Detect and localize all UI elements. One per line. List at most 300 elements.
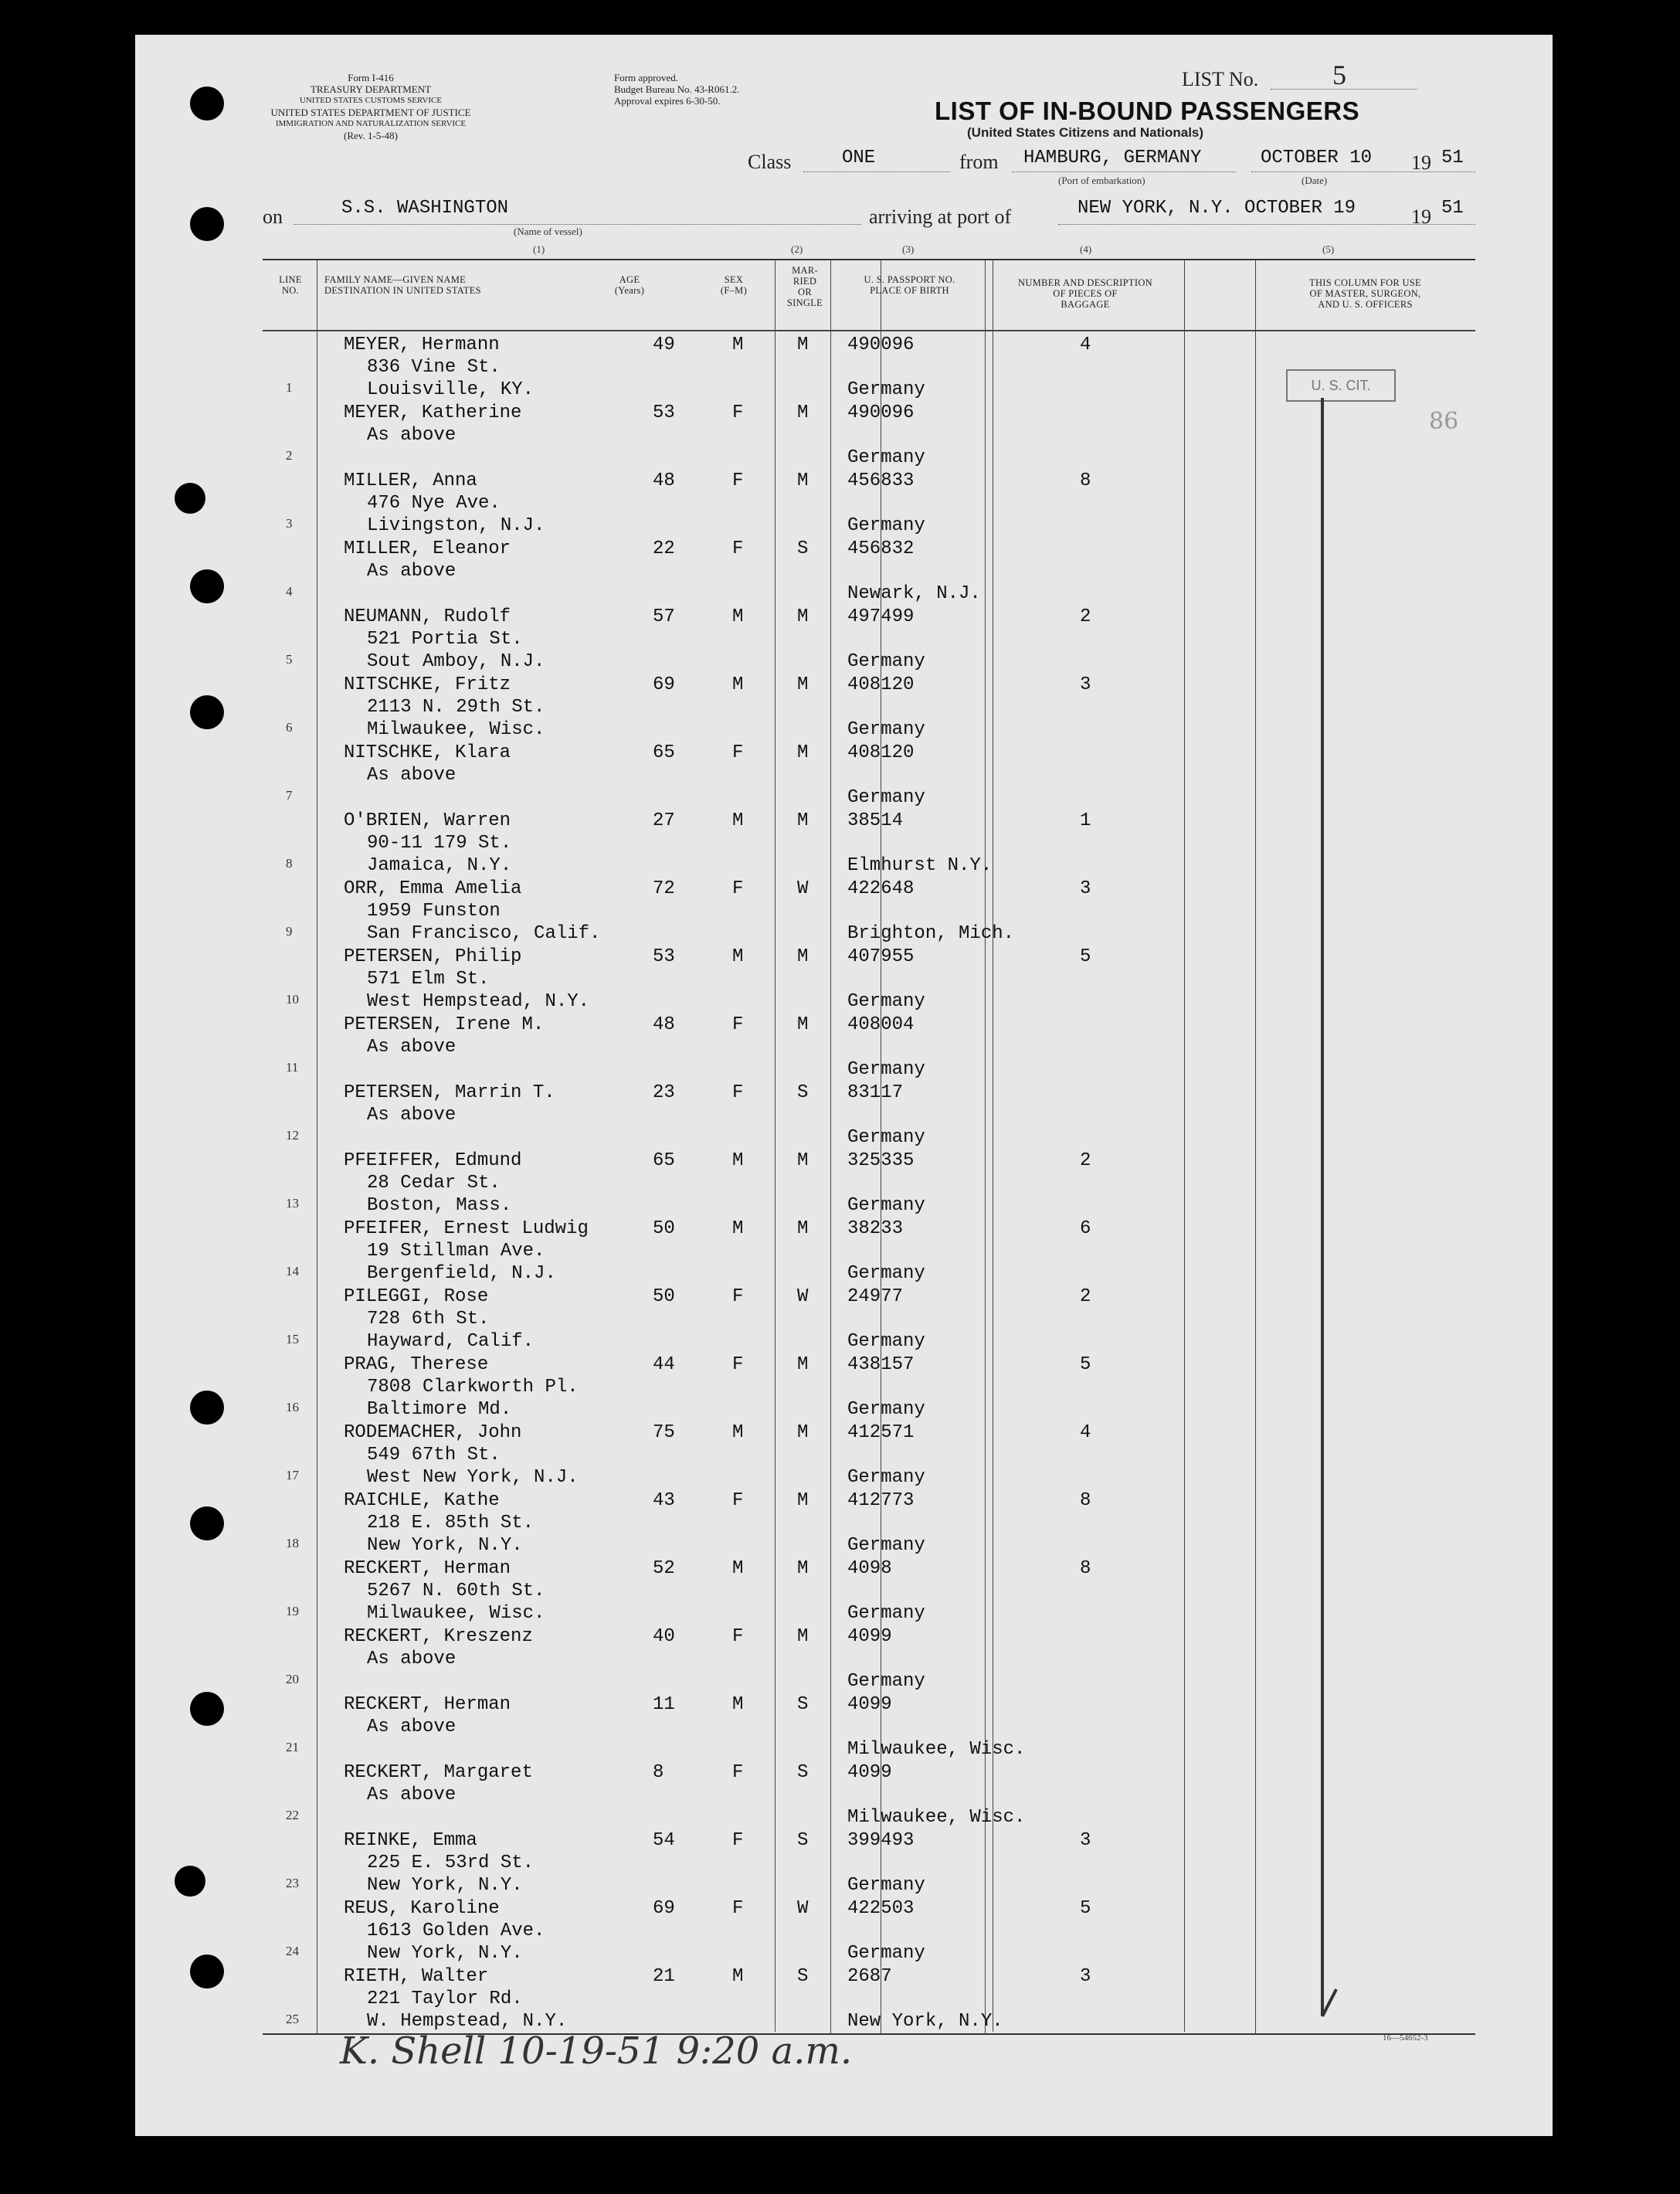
address-line-1: 1959 Funston bbox=[367, 901, 501, 922]
address-line-2: West Hempstead, N.Y. bbox=[367, 991, 590, 1012]
marital-status: S bbox=[797, 1762, 809, 1783]
marital-status: M bbox=[797, 606, 809, 627]
line-number: 1 bbox=[286, 380, 293, 395]
passport-number: 4099 bbox=[847, 1694, 892, 1715]
address-line-1: As above bbox=[367, 765, 456, 786]
sex: F bbox=[732, 1014, 744, 1035]
passport-number: 456832 bbox=[847, 538, 915, 559]
sex: M bbox=[732, 1694, 744, 1715]
marital-status: W bbox=[797, 1286, 809, 1307]
passport-number: 2687 bbox=[847, 1966, 892, 1987]
sex: M bbox=[732, 810, 744, 831]
sex: F bbox=[732, 1830, 744, 1851]
baggage-count: 1 bbox=[1080, 810, 1091, 831]
punch-hole bbox=[190, 207, 224, 241]
address-line-2: West New York, N.J. bbox=[367, 1467, 579, 1488]
place-of-birth: Germany bbox=[847, 1603, 925, 1624]
place-of-birth: Germany bbox=[847, 1943, 925, 1964]
passenger-name: MEYER, Hermann bbox=[344, 335, 500, 355]
treasury-dept: TREASURY DEPARTMENT bbox=[310, 83, 432, 95]
sex: F bbox=[732, 878, 744, 899]
passenger-name: MILLER, Anna bbox=[344, 470, 477, 491]
table-row bbox=[263, 1285, 1475, 1353]
form-number: Form I-416 bbox=[348, 72, 394, 83]
line-number: 14 bbox=[286, 1264, 299, 1279]
marital-status: M bbox=[797, 335, 809, 355]
table-row bbox=[263, 810, 1475, 878]
line-number: 24 bbox=[286, 1944, 299, 1958]
sex: F bbox=[732, 1898, 744, 1919]
marital-status: S bbox=[797, 1966, 809, 1987]
sex: F bbox=[732, 402, 744, 423]
table-row bbox=[263, 1218, 1475, 1285]
address-line-1: 571 Elm St. bbox=[367, 969, 490, 990]
sex: F bbox=[732, 1354, 744, 1375]
punch-hole bbox=[190, 87, 224, 121]
line-number: 4 bbox=[286, 584, 293, 599]
line-number: 15 bbox=[286, 1332, 299, 1347]
from-value: HAMBURG, GERMANY bbox=[1023, 148, 1202, 168]
place-of-birth: Germany bbox=[847, 515, 925, 536]
address-line-2: Jamaica, N.Y. bbox=[367, 855, 512, 876]
place-of-birth: Newark, N.J. bbox=[847, 583, 981, 604]
baggage-count: 5 bbox=[1080, 1898, 1091, 1919]
age: 40 bbox=[653, 1626, 675, 1647]
address-line-1: 7808 Clarkworth Pl. bbox=[367, 1377, 579, 1398]
customs-service: UNITED STATES CUSTOMS SERVICE bbox=[299, 96, 443, 105]
age: 8 bbox=[653, 1762, 664, 1783]
age: 65 bbox=[653, 742, 675, 763]
col-num-4: (4) bbox=[1080, 243, 1092, 255]
line-number: 2 bbox=[286, 448, 293, 463]
table-row bbox=[263, 878, 1475, 946]
punch-hole bbox=[190, 1692, 224, 1726]
passenger-name: NITSCHKE, Fritz bbox=[344, 674, 511, 695]
passport-number: 407955 bbox=[847, 946, 915, 967]
header-officers: THIS COLUMN FOR USE OF MASTER, SURGEON, AND U. S. OFFICERS bbox=[1309, 277, 1421, 310]
baggage-count: 2 bbox=[1080, 1150, 1091, 1171]
class-label: Class bbox=[748, 151, 792, 173]
age: 27 bbox=[653, 810, 675, 831]
arriving-label: arriving at port of bbox=[869, 205, 1012, 228]
line-number: 21 bbox=[286, 1740, 299, 1754]
page-subtitle: (United States Citizens and Nationals) bbox=[967, 125, 1204, 140]
table-row bbox=[263, 1150, 1475, 1218]
passport-number: 4098 bbox=[847, 1558, 892, 1579]
age: 65 bbox=[653, 1150, 675, 1171]
passport-number: 4099 bbox=[847, 1626, 892, 1647]
sex: F bbox=[732, 538, 744, 559]
address-line-2: San Francisco, Calif. bbox=[367, 923, 601, 944]
sex: M bbox=[732, 1558, 744, 1579]
arrive-year-prefix: 19 bbox=[1411, 205, 1431, 228]
marital-status: S bbox=[797, 1830, 809, 1851]
place-of-birth: Germany bbox=[847, 447, 925, 468]
arrive-year: 51 bbox=[1441, 198, 1464, 219]
passenger-name: RECKERT, Kreszenz bbox=[344, 1626, 533, 1647]
col-num-2: (2) bbox=[791, 243, 803, 255]
passenger-name: PETERSEN, Marrin T. bbox=[344, 1082, 555, 1103]
address-line-1: 19 Stillman Ave. bbox=[367, 1241, 545, 1262]
place-of-birth: Germany bbox=[847, 651, 925, 672]
address-line-1: As above bbox=[367, 425, 456, 446]
address-line-2: New York, N.Y. bbox=[367, 1875, 523, 1896]
line-number: 9 bbox=[286, 924, 293, 939]
age: 69 bbox=[653, 674, 675, 695]
passenger-name: PFEIFFER, Edmund bbox=[344, 1150, 522, 1171]
table-row bbox=[263, 1353, 1475, 1421]
punch-hole bbox=[190, 1506, 224, 1540]
passenger-name: PETERSEN, Philip bbox=[344, 946, 522, 967]
place-of-birth: Germany bbox=[847, 1671, 925, 1692]
list-no-value: 5 bbox=[1332, 59, 1346, 90]
age: 21 bbox=[653, 1966, 675, 1987]
punch-hole bbox=[190, 569, 224, 603]
line-number: 12 bbox=[286, 1128, 299, 1143]
marital-status: M bbox=[797, 946, 809, 967]
address-line-1: 1613 Golden Ave. bbox=[367, 1921, 545, 1941]
baggage-count: 4 bbox=[1080, 1422, 1091, 1443]
line-number: 18 bbox=[286, 1536, 299, 1550]
depart-year-prefix: 19 bbox=[1411, 151, 1431, 174]
address-line-2: Milwaukee, Wisc. bbox=[367, 719, 545, 740]
address-line-2: Bergenfield, N.J. bbox=[367, 1263, 556, 1284]
place-of-birth: Germany bbox=[847, 787, 925, 808]
passenger-name: RODEMACHER, John bbox=[344, 1422, 522, 1443]
table-row bbox=[263, 674, 1475, 742]
age: 23 bbox=[653, 1082, 675, 1103]
line-number: 23 bbox=[286, 1876, 299, 1890]
sex: F bbox=[732, 1626, 744, 1647]
sex: M bbox=[732, 1150, 744, 1171]
line-number: 7 bbox=[286, 788, 293, 803]
passport-number: 490096 bbox=[847, 335, 915, 355]
place-of-birth: Milwaukee, Wisc. bbox=[847, 1807, 1026, 1828]
table-row bbox=[263, 1965, 1475, 2033]
sex: M bbox=[732, 946, 744, 967]
marital-status: S bbox=[797, 1082, 809, 1103]
sex: F bbox=[732, 1286, 744, 1307]
baggage-count: 8 bbox=[1080, 1490, 1091, 1511]
place-of-birth: Germany bbox=[847, 1535, 925, 1556]
margin-number: 86 bbox=[1429, 408, 1459, 435]
baggage-count: 3 bbox=[1080, 1830, 1091, 1851]
passport-number: 490096 bbox=[847, 402, 915, 423]
marital-status: M bbox=[797, 1150, 809, 1171]
address-line-2: Livingston, N.J. bbox=[367, 515, 545, 536]
marital-status: M bbox=[797, 742, 809, 763]
marital-status: S bbox=[797, 1694, 809, 1715]
passenger-name: MILLER, Eleanor bbox=[344, 538, 511, 559]
address-line-1: As above bbox=[367, 1717, 456, 1737]
depart-date: OCTOBER 10 bbox=[1261, 148, 1373, 168]
address-line-1: As above bbox=[367, 1105, 456, 1126]
age: 22 bbox=[653, 538, 675, 559]
line-number: 6 bbox=[286, 720, 293, 735]
passenger-name: RIETH, Walter bbox=[344, 1966, 489, 1987]
sex: M bbox=[732, 606, 744, 627]
place-of-birth: Germany bbox=[847, 1399, 925, 1420]
passport-number: 422648 bbox=[847, 878, 915, 899]
date-caption: (Date) bbox=[1302, 175, 1328, 186]
place-of-birth: Milwaukee, Wisc. bbox=[847, 1739, 1026, 1760]
page-title: LIST OF IN-BOUND PASSENGERS bbox=[935, 97, 1360, 125]
age: 49 bbox=[653, 335, 675, 355]
passport-number: 408120 bbox=[847, 742, 915, 763]
arrival-port: NEW YORK, N.Y. OCTOBER 19 bbox=[1078, 198, 1356, 219]
address-line-1: As above bbox=[367, 1649, 456, 1669]
address-line-2: Boston, Mass. bbox=[367, 1195, 512, 1216]
table-row bbox=[263, 538, 1475, 606]
marital-status: M bbox=[797, 1354, 809, 1375]
address-line-1: 221 Taylor Rd. bbox=[367, 1989, 523, 2009]
address-line-2: New York, N.Y. bbox=[367, 1535, 523, 1556]
place-of-birth: Germany bbox=[847, 1195, 925, 1216]
age: 11 bbox=[653, 1694, 675, 1715]
table-row bbox=[263, 742, 1475, 810]
place-of-birth: Germany bbox=[847, 379, 925, 400]
address-line-2: Milwaukee, Wisc. bbox=[367, 1603, 545, 1624]
ins-service: IMMIGRATION AND NATURALIZATION SERVICE bbox=[275, 119, 467, 128]
passport-number: 408120 bbox=[847, 674, 915, 695]
age: 44 bbox=[653, 1354, 675, 1375]
age: 57 bbox=[653, 606, 675, 627]
place-of-birth: Germany bbox=[847, 1263, 925, 1284]
approval-line-1: Form approved. bbox=[614, 72, 679, 83]
address-line-1: As above bbox=[367, 1037, 456, 1058]
line-number: 17 bbox=[286, 1468, 299, 1482]
passport-number: 412773 bbox=[847, 1490, 915, 1511]
header-married: MAR- RIED OR SINGLE bbox=[786, 265, 823, 308]
place-of-birth: Brighton, Mich. bbox=[847, 923, 1015, 944]
line-number: 25 bbox=[286, 2012, 299, 2026]
marital-status: M bbox=[797, 470, 809, 491]
passport-number: 38514 bbox=[847, 810, 904, 831]
table-row bbox=[263, 1082, 1475, 1150]
passport-number: 422503 bbox=[847, 1898, 915, 1919]
address-line-1: 836 Vine St. bbox=[367, 357, 501, 378]
col-num-3: (3) bbox=[902, 243, 915, 255]
passenger-name: MEYER, Katherine bbox=[344, 402, 522, 423]
line-number: 3 bbox=[286, 516, 293, 531]
passenger-name: PETERSEN, Irene M. bbox=[344, 1014, 545, 1035]
pencil-checkmark-line bbox=[1313, 398, 1359, 2028]
baggage-count: 5 bbox=[1080, 1354, 1091, 1375]
table-row bbox=[263, 1489, 1475, 1557]
header-name: FAMILY NAME—GIVEN NAME DESTINATION IN UNITED STATES bbox=[324, 274, 481, 296]
punch-hole bbox=[190, 1391, 224, 1425]
marital-status: M bbox=[797, 1218, 809, 1239]
age: 69 bbox=[653, 1898, 675, 1919]
sex: M bbox=[732, 1422, 744, 1443]
age: 48 bbox=[653, 1014, 675, 1035]
address-line-1: 90-11 179 St. bbox=[367, 833, 512, 854]
baggage-count: 3 bbox=[1080, 878, 1091, 899]
line-number: 10 bbox=[286, 992, 299, 1007]
approval-block bbox=[614, 72, 739, 107]
header-age: AGE (Years) bbox=[614, 274, 645, 296]
sex: F bbox=[732, 742, 744, 763]
address-line-1: 225 E. 53rd St. bbox=[367, 1853, 535, 1873]
passport-number: 438157 bbox=[847, 1354, 915, 1375]
line-number: 19 bbox=[286, 1604, 299, 1618]
passenger-name: RECKERT, Herman bbox=[344, 1694, 511, 1715]
address-line-2: Sout Amboy, N.J. bbox=[367, 651, 545, 672]
line-number: 5 bbox=[286, 652, 293, 667]
passenger-name: O'BRIEN, Warren bbox=[344, 810, 511, 831]
marital-status: W bbox=[797, 878, 809, 899]
table-row bbox=[263, 1557, 1475, 1625]
age: 53 bbox=[653, 402, 675, 423]
citizen-stamp: U. S. CIT. bbox=[1286, 369, 1396, 402]
inspector-signature: K. Shell 10-19-51 9:20 a.m. bbox=[340, 2029, 853, 2073]
approval-line-2: Budget Bureau No. 43-R061.2. bbox=[614, 83, 740, 95]
address-line-1: As above bbox=[367, 561, 456, 582]
baggage-count: 6 bbox=[1080, 1218, 1091, 1239]
address-line-1: 476 Nye Ave. bbox=[367, 493, 501, 514]
address-line-1: 218 E. 85th St. bbox=[367, 1513, 535, 1533]
table-row bbox=[263, 470, 1475, 538]
header-line-no: LINE NO. bbox=[279, 274, 302, 296]
baggage-count: 2 bbox=[1080, 606, 1091, 627]
sex: M bbox=[732, 674, 744, 695]
sex: F bbox=[732, 1762, 744, 1783]
baggage-count: 3 bbox=[1080, 1966, 1091, 1987]
sex: F bbox=[732, 1082, 744, 1103]
age: 53 bbox=[653, 946, 675, 967]
table-row bbox=[263, 606, 1475, 674]
marital-status: M bbox=[797, 1014, 809, 1035]
passenger-name: PILEGGI, Rose bbox=[344, 1286, 489, 1307]
table-row bbox=[263, 1693, 1475, 1761]
baggage-count: 8 bbox=[1080, 470, 1091, 491]
age: 72 bbox=[653, 878, 675, 899]
marital-status: M bbox=[797, 402, 809, 423]
col-num-5: (5) bbox=[1322, 243, 1335, 255]
address-line-1: 5267 N. 60th St. bbox=[367, 1581, 545, 1601]
passenger-name: ORR, Emma Amelia bbox=[344, 878, 522, 899]
line-number: 20 bbox=[286, 1672, 299, 1686]
age: 52 bbox=[653, 1558, 675, 1579]
marital-status: M bbox=[797, 1422, 809, 1443]
address-line-2: Baltimore Md. bbox=[367, 1399, 512, 1420]
table-row bbox=[263, 1829, 1475, 1897]
passport-number: 325335 bbox=[847, 1150, 915, 1171]
baggage-count: 8 bbox=[1080, 1558, 1091, 1579]
table-row bbox=[263, 1014, 1475, 1082]
table-row bbox=[263, 946, 1475, 1014]
marital-status: S bbox=[797, 538, 809, 559]
marital-status: M bbox=[797, 1626, 809, 1647]
sex: F bbox=[732, 1490, 744, 1511]
passport-number: 412571 bbox=[847, 1422, 915, 1443]
place-of-birth: Germany bbox=[847, 991, 925, 1012]
marital-status: M bbox=[797, 1558, 809, 1579]
passenger-name: PRAG, Therese bbox=[344, 1354, 489, 1375]
col-num-1: (1) bbox=[533, 243, 545, 255]
passport-number: 399493 bbox=[847, 1830, 915, 1851]
class-value: ONE bbox=[842, 148, 876, 168]
punch-hole bbox=[190, 1955, 224, 1989]
age: 75 bbox=[653, 1422, 675, 1443]
place-of-birth: New York, N.Y. bbox=[847, 2011, 1003, 2032]
punch-hole bbox=[175, 1866, 205, 1897]
baggage-count: 5 bbox=[1080, 946, 1091, 967]
passport-number: 38233 bbox=[847, 1218, 904, 1239]
sex: M bbox=[732, 1218, 744, 1239]
passenger-name: RAICHLE, Kathe bbox=[344, 1490, 500, 1511]
place-of-birth: Germany bbox=[847, 1875, 925, 1896]
header-sex: SEX (F–M) bbox=[720, 274, 748, 296]
place-of-birth: Elmhurst N.Y. bbox=[847, 855, 993, 876]
passenger-table bbox=[263, 259, 1475, 2035]
age: 48 bbox=[653, 470, 675, 491]
marital-status: M bbox=[797, 1490, 809, 1511]
passenger-name: NITSCHKE, Klara bbox=[344, 742, 511, 763]
table-row bbox=[263, 1421, 1475, 1489]
marital-status: W bbox=[797, 1898, 809, 1919]
table-row bbox=[263, 402, 1475, 470]
place-of-birth: Germany bbox=[847, 1331, 925, 1352]
sex: F bbox=[732, 470, 744, 491]
marital-status: M bbox=[797, 674, 809, 695]
passport-number: 456833 bbox=[847, 470, 915, 491]
passenger-name: RECKERT, Margaret bbox=[344, 1762, 533, 1783]
passenger-name: RECKERT, Herman bbox=[344, 1558, 511, 1579]
address-line-1: 521 Portia St. bbox=[367, 629, 523, 650]
address-line-1: 728 6th St. bbox=[367, 1309, 490, 1330]
place-of-birth: Germany bbox=[847, 1127, 925, 1148]
passenger-name: REINKE, Emma bbox=[344, 1830, 477, 1851]
age: 54 bbox=[653, 1830, 675, 1851]
line-number: 11 bbox=[286, 1060, 299, 1075]
address-line-1: 549 67th St. bbox=[367, 1445, 501, 1465]
port-embark-caption: (Port of embarkation) bbox=[1058, 175, 1145, 186]
vessel-name: S.S. WASHINGTON bbox=[341, 198, 509, 219]
passenger-name: REUS, Karoline bbox=[344, 1898, 500, 1919]
line-number: 22 bbox=[286, 1808, 299, 1822]
passport-number: 408004 bbox=[847, 1014, 915, 1035]
passport-number: 83117 bbox=[847, 1082, 904, 1103]
age: 43 bbox=[653, 1490, 675, 1511]
table-row bbox=[263, 1625, 1475, 1693]
passenger-name: NEUMANN, Rudolf bbox=[344, 606, 511, 627]
from-label: from bbox=[959, 151, 999, 173]
revision: (Rev. 1-5-48) bbox=[344, 130, 398, 141]
passport-number: 4099 bbox=[847, 1762, 892, 1783]
list-no-label: LIST No. bbox=[1182, 68, 1259, 90]
marital-status: M bbox=[797, 810, 809, 831]
passport-number: 497499 bbox=[847, 606, 915, 627]
table-row bbox=[263, 1761, 1475, 1829]
punch-hole bbox=[175, 483, 205, 514]
address-line-1: 28 Cedar St. bbox=[367, 1173, 501, 1194]
form-code: 16—54652-3 bbox=[1383, 2033, 1428, 2043]
header-passport: U. S. PASSPORT NO. PLACE OF BIRTH bbox=[864, 274, 955, 296]
place-of-birth: Germany bbox=[847, 1059, 925, 1080]
on-label: on bbox=[263, 205, 283, 228]
baggage-count: 4 bbox=[1080, 335, 1091, 355]
age: 50 bbox=[653, 1218, 675, 1239]
baggage-count: 2 bbox=[1080, 1286, 1091, 1307]
line-number: 16 bbox=[286, 1400, 299, 1415]
address-line-2: New York, N.Y. bbox=[367, 1943, 523, 1964]
line-number: 8 bbox=[286, 856, 293, 871]
sex: M bbox=[732, 1966, 744, 1987]
address-line-2: W. Hempstead, N.Y. bbox=[367, 2011, 568, 2032]
department-block bbox=[255, 72, 487, 141]
depart-year: 51 bbox=[1441, 148, 1464, 168]
